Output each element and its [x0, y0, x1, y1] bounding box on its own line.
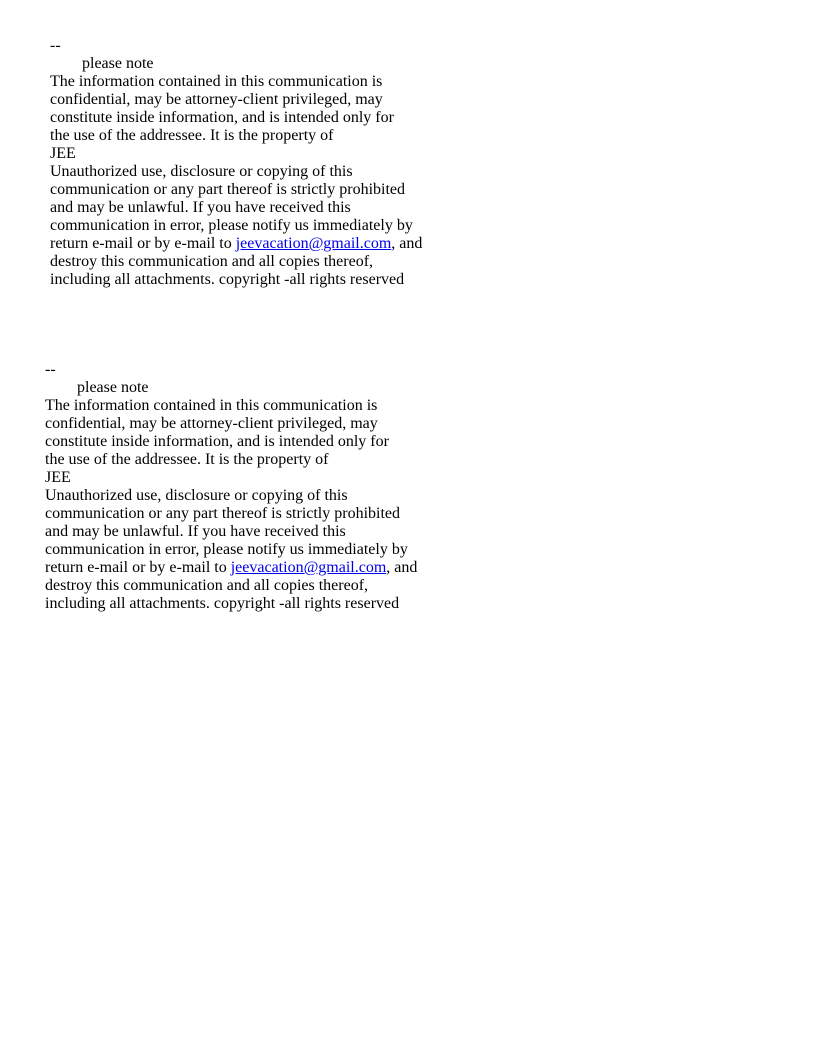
disclaimer-line: constitute inside information, and is intended only for — [50, 109, 394, 126]
disclaimer-line: communication or any part thereof is strictly prohibited — [45, 505, 401, 522]
email-prefix: return e-mail or by e-mail to — [50, 235, 236, 252]
disclaimer-line: destroy this communication and all copies thereof, — [50, 253, 374, 270]
disclaimer-line: communication or any part thereof is strictly prohibited — [50, 181, 406, 198]
email-link[interactable]: jeevacation@gmail.com — [230, 559, 387, 576]
signature-separator: -- — [45, 361, 56, 378]
owner-name: JEE — [50, 145, 76, 162]
owner-name: JEE — [45, 469, 71, 486]
disclaimer-line: communication in error, please notify us immediately by — [45, 541, 408, 558]
email-line — [45, 559, 445, 577]
signature-separator: -- — [50, 37, 61, 54]
signature-block-1 — [50, 37, 450, 289]
disclaimer-line: and may be unlawful. If you have received this — [50, 199, 351, 216]
disclaimer-line: constitute inside information, and is intended only for — [45, 433, 389, 450]
disclaimer-line: The information contained in this communication is — [50, 73, 383, 90]
signature-block-2 — [45, 361, 445, 613]
disclaimer-line: confidential, may be attorney-client privileged, may — [50, 91, 383, 108]
disclaimer-line: and may be unlawful. If you have received this — [45, 523, 346, 540]
note-heading: please note — [77, 379, 149, 396]
email-suffix: , and — [386, 559, 418, 576]
disclaimer-line: destroy this communication and all copies thereof, — [45, 577, 369, 594]
note-heading: please note — [82, 55, 154, 72]
email-suffix: , and — [391, 235, 423, 252]
disclaimer-line: communication in error, please notify us immediately by — [50, 217, 413, 234]
email-link[interactable]: jeevacation@gmail.com — [235, 235, 392, 252]
disclaimer-line: the use of the addressee. It is the property of — [50, 127, 334, 144]
email-prefix: return e-mail or by e-mail to — [45, 559, 231, 576]
disclaimer-line: including all attachments. copyright -all rights reserved — [50, 271, 405, 288]
disclaimer-line: confidential, may be attorney-client privileged, may — [45, 415, 378, 432]
disclaimer-line: the use of the addressee. It is the property of — [45, 451, 329, 468]
disclaimer-line: Unauthorized use, disclosure or copying of this — [50, 163, 353, 180]
email-line — [50, 235, 450, 253]
disclaimer-line: Unauthorized use, disclosure or copying of this — [45, 487, 348, 504]
disclaimer-line: The information contained in this communication is — [45, 397, 378, 414]
disclaimer-line: including all attachments. copyright -all rights reserved — [45, 595, 400, 612]
